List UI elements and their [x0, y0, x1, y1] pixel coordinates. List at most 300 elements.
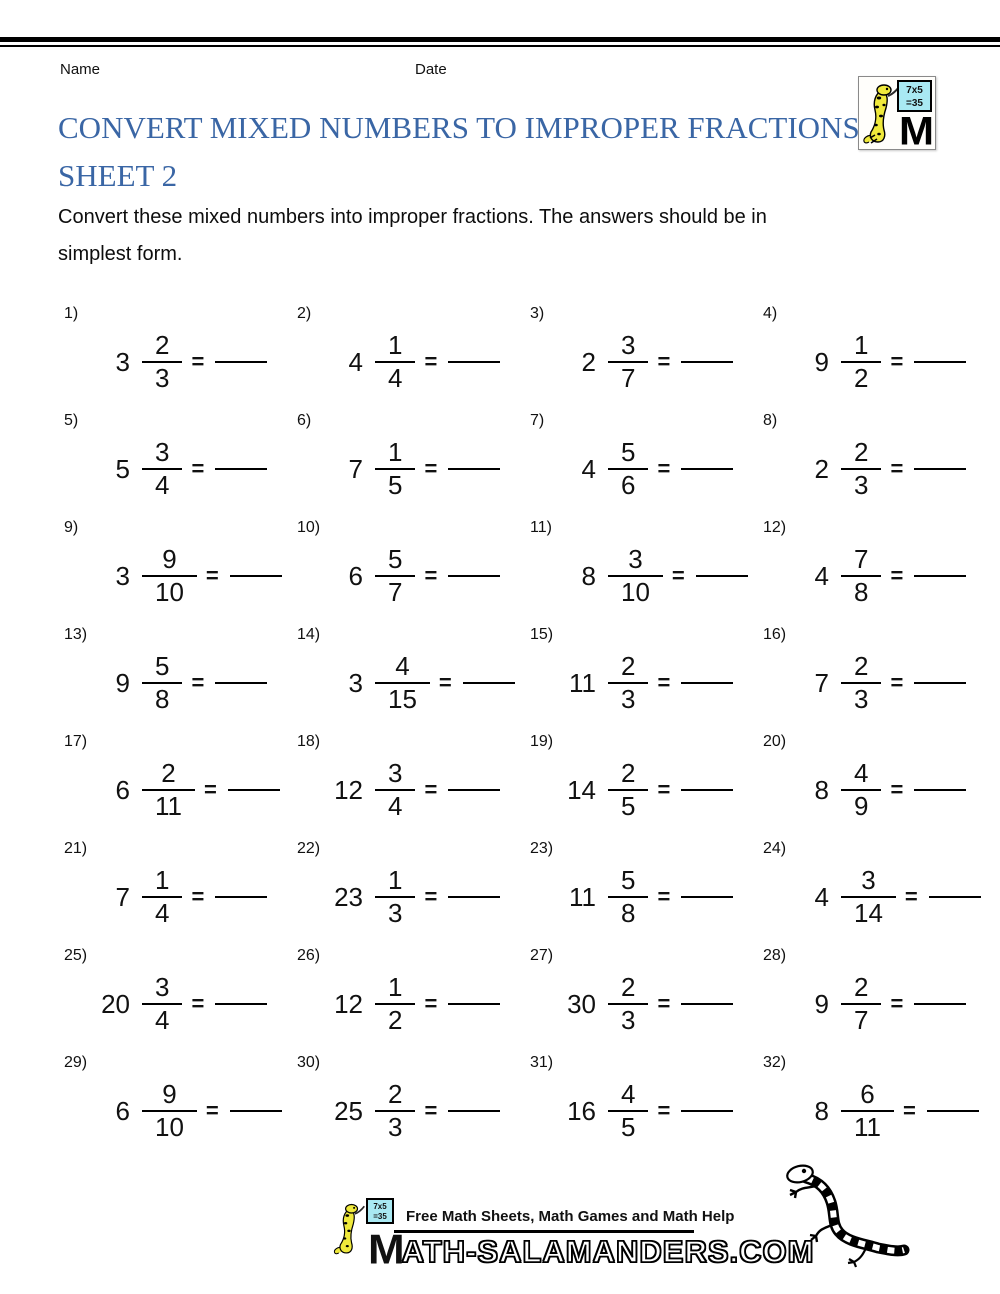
denominator: 5	[608, 1110, 648, 1142]
footer-site-name	[368, 1226, 815, 1273]
equation	[96, 438, 293, 500]
whole-number: 7	[115, 881, 130, 912]
equation	[329, 1080, 526, 1142]
answer-blank[interactable]	[681, 1110, 733, 1112]
answer-blank[interactable]	[448, 896, 500, 898]
fraction	[375, 759, 415, 821]
denominator: 10	[142, 575, 197, 607]
name-label: Name	[60, 61, 101, 78]
title-line1: CONVERT MIXED NUMBERS TO IMPROPER FRACTIONS	[58, 110, 860, 145]
equation	[795, 545, 992, 607]
answer-blank[interactable]	[448, 468, 500, 470]
problem	[60, 303, 293, 410]
numerator: 2	[161, 758, 176, 788]
problem	[293, 303, 526, 410]
fraction	[608, 331, 648, 393]
problem-number: 20)	[763, 733, 787, 750]
numerator: 2	[621, 651, 636, 681]
denominator: 5	[608, 789, 648, 821]
whole-number: 14	[567, 774, 596, 805]
problem	[60, 624, 293, 731]
denominator: 11	[841, 1110, 894, 1142]
problem	[526, 303, 759, 410]
numerator: 4	[395, 651, 410, 681]
equals-sign: =	[657, 349, 671, 374]
numerator: 3	[628, 544, 643, 574]
problem-number: 27)	[530, 947, 554, 964]
whole-number: 8	[581, 560, 596, 591]
problem-number: 17)	[64, 733, 88, 750]
problem-number: 6)	[297, 412, 312, 429]
whole-number: 6	[115, 774, 130, 805]
equals-sign: =	[657, 456, 671, 481]
answer-blank[interactable]	[914, 468, 966, 470]
problem	[759, 517, 992, 624]
denominator: 9	[841, 789, 881, 821]
fraction	[608, 1080, 648, 1142]
denominator: 6	[608, 468, 648, 500]
problem-number: 30)	[297, 1054, 321, 1071]
numerator: 2	[854, 651, 869, 681]
fraction	[841, 1080, 894, 1142]
denominator: 3	[608, 1003, 648, 1035]
footer-branding	[332, 1196, 815, 1273]
denominator: 2	[841, 361, 881, 393]
instructions-line1: Convert these mixed numbers into improper fractions. The answers should be in	[58, 206, 767, 228]
whole-number: 23	[334, 881, 363, 912]
equation	[329, 331, 526, 393]
problem	[759, 624, 992, 731]
problem	[60, 945, 293, 1052]
whole-number: 16	[567, 1095, 596, 1126]
equation	[795, 438, 992, 500]
equals-sign: =	[657, 670, 671, 695]
equals-sign: =	[191, 884, 205, 909]
equation	[96, 545, 293, 607]
fraction	[375, 973, 415, 1035]
denominator: 2	[375, 1003, 415, 1035]
whole-number: 9	[814, 988, 829, 1019]
denominator: 4	[142, 1003, 182, 1035]
instructions	[58, 199, 958, 273]
answer-blank[interactable]	[215, 361, 267, 363]
problem-number: 4)	[763, 305, 778, 322]
equals-sign: =	[890, 349, 904, 374]
equation	[562, 545, 759, 607]
whole-number: 6	[115, 1095, 130, 1126]
fraction	[841, 759, 881, 821]
fraction	[142, 652, 182, 714]
problem-number: 11)	[530, 519, 552, 536]
numerator: 4	[854, 758, 869, 788]
problem	[293, 731, 526, 838]
equals-sign: =	[657, 991, 671, 1016]
numerator: 1	[388, 330, 403, 360]
numerator: 1	[388, 972, 403, 1002]
answer-blank[interactable]	[914, 682, 966, 684]
answer-blank[interactable]	[448, 789, 500, 791]
problem-number: 14)	[297, 626, 321, 643]
whole-number: 11	[569, 667, 596, 698]
denominator: 4	[375, 361, 415, 393]
problem	[759, 410, 992, 517]
problem	[526, 1052, 759, 1159]
numerator: 3	[155, 972, 170, 1002]
whole-number: 4	[581, 453, 596, 484]
equals-sign: =	[191, 991, 205, 1016]
problem	[759, 731, 992, 838]
equation	[562, 438, 759, 500]
whole-number: 20	[101, 988, 130, 1019]
problem	[293, 1052, 526, 1159]
equation	[96, 866, 293, 928]
math-salamanders-logo	[858, 76, 936, 153]
equals-sign: =	[424, 884, 438, 909]
equals-sign: =	[671, 563, 685, 588]
equals-sign: =	[890, 563, 904, 588]
fraction	[142, 759, 195, 821]
equation	[795, 973, 992, 1035]
answer-blank[interactable]	[215, 896, 267, 898]
answer-blank[interactable]	[914, 789, 966, 791]
problem-number: 10)	[297, 519, 321, 536]
numerator: 9	[162, 544, 177, 574]
numerator: 3	[155, 437, 170, 467]
equals-sign: =	[424, 563, 438, 588]
equation	[96, 652, 293, 714]
problem-number: 3)	[530, 305, 545, 322]
equals-sign: =	[903, 1098, 916, 1123]
equals-sign: =	[657, 1098, 671, 1123]
whole-number: 2	[814, 453, 829, 484]
problem-number: 16)	[763, 626, 787, 643]
equals-sign: =	[657, 777, 671, 802]
equation	[795, 331, 992, 393]
whole-number: 3	[115, 346, 130, 377]
problem	[293, 624, 526, 731]
denominator: 3	[608, 682, 648, 714]
footer-board-line2: =35	[373, 1212, 387, 1221]
problem	[526, 517, 759, 624]
title-line2: SHEET 2	[58, 158, 178, 193]
equation	[329, 652, 526, 714]
page-title	[58, 104, 868, 200]
problem	[293, 945, 526, 1052]
equation	[96, 759, 293, 821]
fraction	[375, 438, 415, 500]
equation	[795, 652, 992, 714]
equation	[96, 1080, 293, 1142]
problem	[60, 517, 293, 624]
equals-sign: =	[191, 670, 205, 695]
footer-site-rest: ATH-SALAMANDERS.COM	[401, 1234, 815, 1269]
fraction	[841, 545, 881, 607]
whole-number: 7	[348, 453, 363, 484]
problem-number: 23)	[530, 840, 554, 857]
answer-blank[interactable]	[681, 896, 733, 898]
equation	[329, 866, 526, 928]
numerator: 2	[854, 437, 869, 467]
numerator: 2	[621, 972, 636, 1002]
equation	[329, 545, 526, 607]
equation	[562, 866, 759, 928]
denominator: 7	[608, 361, 648, 393]
answer-blank[interactable]	[215, 1003, 267, 1005]
fraction	[142, 1080, 197, 1142]
equals-sign: =	[904, 884, 918, 909]
fraction	[608, 545, 663, 607]
answer-blank[interactable]	[215, 468, 267, 470]
problem-number: 15)	[530, 626, 554, 643]
whole-number: 7	[814, 667, 829, 698]
denominator: 14	[841, 896, 896, 928]
equals-sign: =	[191, 349, 205, 374]
fraction	[142, 973, 182, 1035]
denominator: 5	[375, 468, 415, 500]
answer-blank[interactable]	[463, 682, 515, 684]
numerator: 6	[860, 1079, 875, 1109]
equals-sign: =	[424, 349, 438, 374]
numerator: 3	[861, 865, 876, 895]
answer-blank[interactable]	[914, 361, 966, 363]
denominator: 4	[142, 896, 182, 928]
equals-sign: =	[424, 777, 438, 802]
numerator: 4	[621, 1079, 636, 1109]
numerator: 2	[388, 1079, 403, 1109]
board-line2: =35	[906, 98, 923, 109]
answer-blank[interactable]	[914, 1003, 966, 1005]
equals-sign: =	[205, 1098, 219, 1123]
fraction	[841, 331, 881, 393]
footer-board-line1: 7x5	[373, 1202, 387, 1211]
numerator: 5	[621, 437, 636, 467]
whole-number: 5	[115, 453, 130, 484]
problem-number: 29)	[64, 1054, 88, 1071]
fraction	[608, 652, 648, 714]
answer-blank[interactable]	[681, 361, 733, 363]
problem-number: 8)	[763, 412, 778, 429]
m-logo-letter: M	[899, 108, 931, 153]
numerator: 2	[854, 972, 869, 1002]
fraction	[375, 866, 415, 928]
answer-blank[interactable]	[448, 1110, 500, 1112]
fraction	[375, 545, 415, 607]
denominator: 3	[375, 896, 415, 928]
problem-number: 31)	[530, 1054, 554, 1071]
problem-number: 19)	[530, 733, 554, 750]
equation	[795, 1080, 992, 1142]
denominator: 8	[841, 575, 881, 607]
problem-number: 32)	[763, 1054, 787, 1071]
numerator: 2	[155, 330, 170, 360]
problem-number: 12)	[763, 519, 787, 536]
equation	[562, 652, 759, 714]
equation	[795, 759, 992, 821]
equals-sign: =	[438, 670, 452, 695]
fraction	[608, 866, 648, 928]
fraction	[375, 331, 415, 393]
denominator: 3	[841, 468, 881, 500]
footer-multiplication-board	[366, 1198, 394, 1224]
footer-salamander-icon	[332, 1202, 366, 1263]
footer-site-m: M	[368, 1226, 402, 1273]
equation	[329, 759, 526, 821]
denominator: 4	[375, 789, 415, 821]
equation	[562, 973, 759, 1035]
board-line1: 7x5	[906, 85, 923, 96]
denominator: 7	[375, 575, 415, 607]
problem	[526, 945, 759, 1052]
problem-number: 21)	[64, 840, 88, 857]
problem-number: 1)	[64, 305, 79, 322]
whole-number: 4	[814, 560, 829, 591]
denominator: 7	[841, 1003, 881, 1035]
numerator: 1	[388, 437, 403, 467]
fraction	[142, 545, 197, 607]
fraction	[375, 1080, 415, 1142]
whole-number: 12	[334, 774, 363, 805]
numerator: 9	[162, 1079, 177, 1109]
equation	[562, 759, 759, 821]
fraction	[841, 438, 881, 500]
problem	[526, 731, 759, 838]
problem-number: 5)	[64, 412, 79, 429]
problem-number: 2)	[297, 305, 312, 322]
whole-number: 3	[115, 560, 130, 591]
problem-number: 25)	[64, 947, 88, 964]
answer-blank[interactable]	[230, 575, 282, 577]
whole-number: 3	[348, 667, 363, 698]
answer-blank[interactable]	[228, 789, 280, 791]
numerator: 3	[621, 330, 636, 360]
answer-blank[interactable]	[681, 1003, 733, 1005]
whole-number: 8	[814, 774, 829, 805]
denominator: 3	[841, 682, 881, 714]
numerator: 1	[155, 865, 170, 895]
problem	[60, 838, 293, 945]
problem	[60, 731, 293, 838]
problem	[759, 303, 992, 410]
whole-number: 30	[567, 988, 596, 1019]
answer-blank[interactable]	[681, 789, 733, 791]
denominator: 8	[142, 682, 182, 714]
answer-blank[interactable]	[929, 896, 981, 898]
problem-number: 22)	[297, 840, 321, 857]
answer-blank[interactable]	[230, 1110, 282, 1112]
problem	[526, 624, 759, 731]
numerator: 3	[388, 758, 403, 788]
equals-sign: =	[890, 456, 904, 481]
equals-sign: =	[191, 456, 205, 481]
problem	[60, 410, 293, 517]
date-label: Date	[415, 61, 447, 78]
problems-grid	[60, 303, 992, 1159]
fraction	[142, 438, 182, 500]
denominator: 11	[142, 789, 195, 821]
fraction	[375, 652, 430, 714]
answer-blank[interactable]	[914, 575, 966, 577]
denominator: 3	[375, 1110, 415, 1142]
equals-sign: =	[890, 777, 904, 802]
top-border-rule	[0, 37, 1000, 47]
numerator: 5	[155, 651, 170, 681]
numerator: 5	[388, 544, 403, 574]
equals-sign: =	[424, 1098, 438, 1123]
footer-tagline: Free Math Sheets, Math Games and Math Help	[406, 1208, 735, 1225]
answer-blank[interactable]	[927, 1110, 979, 1112]
equation	[562, 1080, 759, 1142]
answer-blank[interactable]	[681, 468, 733, 470]
whole-number: 4	[348, 346, 363, 377]
instructions-line2: simplest form.	[58, 243, 183, 265]
whole-number: 12	[334, 988, 363, 1019]
answer-blank[interactable]	[448, 575, 500, 577]
numerator: 2	[621, 758, 636, 788]
answer-blank[interactable]	[448, 361, 500, 363]
problem-number: 9)	[64, 519, 79, 536]
denominator: 10	[608, 575, 663, 607]
problem	[60, 1052, 293, 1159]
answer-blank[interactable]	[448, 1003, 500, 1005]
problem	[759, 1052, 992, 1159]
gecko-illustration	[772, 1162, 912, 1277]
whole-number: 9	[115, 667, 130, 698]
fraction	[608, 973, 648, 1035]
multiplication-board	[897, 80, 932, 112]
equation	[329, 438, 526, 500]
equals-sign: =	[204, 777, 217, 802]
problem	[526, 838, 759, 945]
answer-blank[interactable]	[681, 682, 733, 684]
answer-blank[interactable]	[696, 575, 748, 577]
numerator: 5	[621, 865, 636, 895]
whole-number: 4	[814, 881, 829, 912]
problem	[293, 838, 526, 945]
equals-sign: =	[424, 456, 438, 481]
denominator: 3	[142, 361, 182, 393]
equals-sign: =	[424, 991, 438, 1016]
fraction	[841, 652, 881, 714]
fraction	[608, 759, 648, 821]
fraction	[841, 866, 896, 928]
equals-sign: =	[205, 563, 219, 588]
problem-number: 18)	[297, 733, 321, 750]
whole-number: 6	[348, 560, 363, 591]
equals-sign: =	[890, 991, 904, 1016]
problem-number: 24)	[763, 840, 787, 857]
problem-number: 28)	[763, 947, 787, 964]
fraction	[841, 973, 881, 1035]
numerator: 1	[854, 330, 869, 360]
equals-sign: =	[657, 884, 671, 909]
equation	[96, 331, 293, 393]
problem	[293, 517, 526, 624]
equals-sign: =	[890, 670, 904, 695]
answer-blank[interactable]	[215, 682, 267, 684]
numerator: 7	[854, 544, 869, 574]
problem	[293, 410, 526, 517]
equation	[562, 331, 759, 393]
problem	[759, 838, 992, 945]
denominator: 8	[608, 896, 648, 928]
whole-number: 11	[569, 881, 596, 912]
denominator: 4	[142, 468, 182, 500]
numerator: 1	[388, 865, 403, 895]
problem	[526, 410, 759, 517]
whole-number: 2	[581, 346, 596, 377]
problem-number: 26)	[297, 947, 321, 964]
whole-number: 25	[334, 1095, 363, 1126]
